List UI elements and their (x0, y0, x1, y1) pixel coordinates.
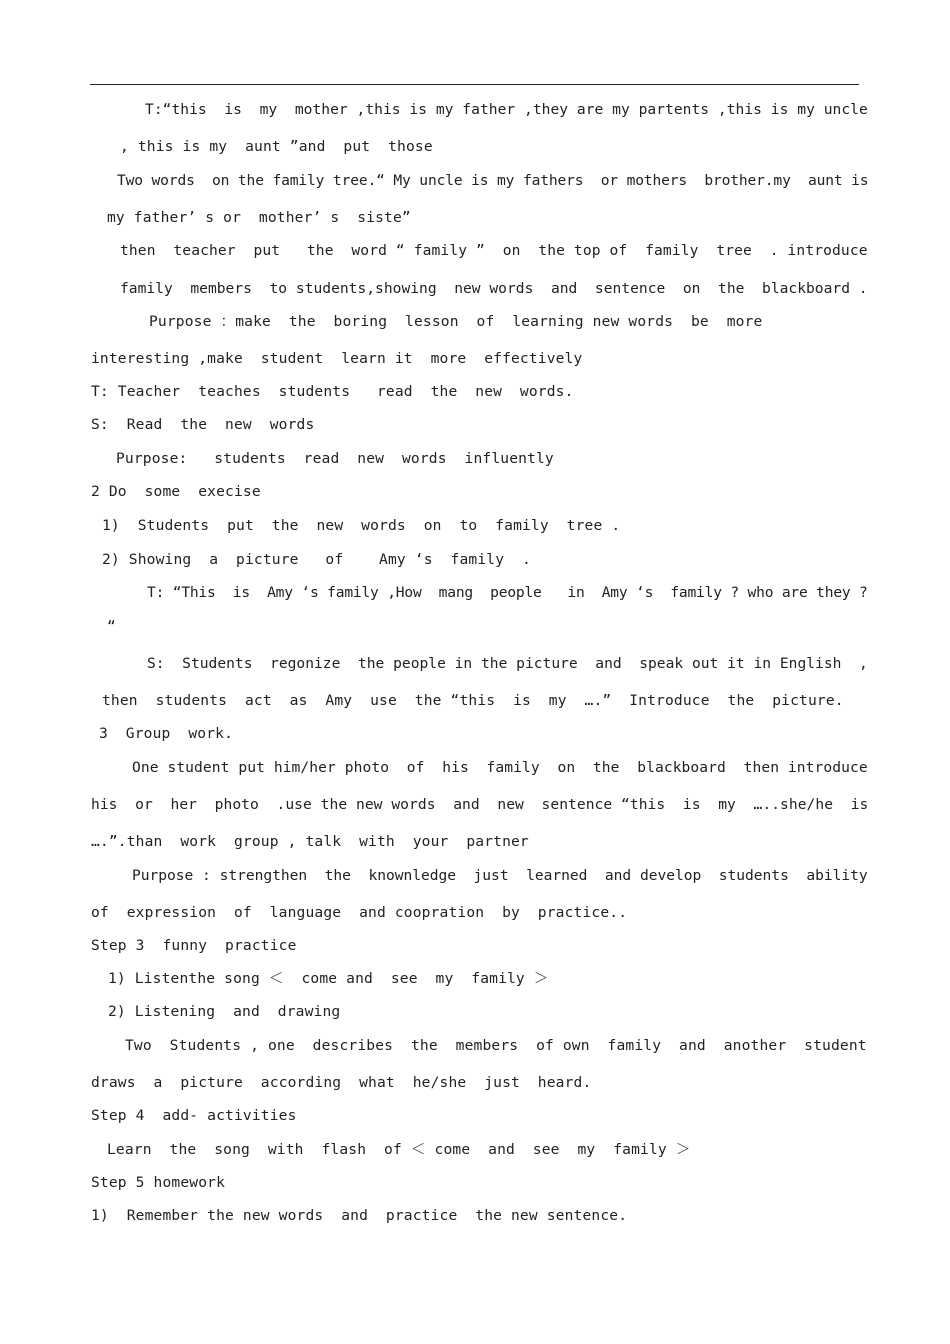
text-line: 3 Group work. (99, 725, 234, 742)
text-line: “ (107, 618, 116, 635)
text-line: , this is my aunt ”and put those (120, 138, 433, 155)
text-line: 1) Students put the new words on to family tree . (102, 517, 621, 534)
text-line: ….”.than work group , talk with your partner (91, 833, 529, 850)
text-line: Purpose : strengthen the knownledge just learned and develop students ability (132, 867, 868, 884)
text-line: Step 3 funny practice (91, 937, 297, 954)
text-line: then students act as Amy use the “this is my ….” Introduce the picture. (102, 692, 844, 709)
text-line: 2 Do some execise (91, 483, 261, 500)
text-line: then teacher put the word “ family ” on the top of family tree . introduce (120, 242, 868, 259)
text-line: 2) Showing a picture of Amy ‘s family . (102, 551, 531, 568)
text-line: Step 4 add- activities (91, 1107, 297, 1124)
text-line: his or her photo .use the new words and new sentence “this is my …..she/he is (91, 796, 869, 813)
text-line: my father’ s or mother’ s siste” (107, 209, 411, 226)
text-line: family members to students,showing new words and sentence on the blackboard . (120, 280, 868, 297)
text-line: of expression of language and coopration by practice.. (91, 904, 628, 921)
text-line: 1) Listenthe song ＜ come and see my family ＞ (108, 970, 549, 987)
text-line: S: Students regonize the people in the picture and speak out it in English , (147, 655, 868, 672)
text-line: Two words on the family tree.“ My uncle is my fathers or mothers brother.my aunt is (117, 172, 869, 189)
text-line: Purpose: students read new words influently (116, 450, 554, 467)
text-line: draws a picture according what he/she just heard. (91, 1074, 592, 1091)
text-line: Step 5 homework (91, 1174, 226, 1191)
text-line: One student put him/her photo of his family on the blackboard then introduce (132, 759, 868, 776)
text-line: 2) Listening and drawing (108, 1003, 341, 1020)
text-line: 1) Remember the new words and practice the new sentence. (91, 1207, 628, 1224)
header-rule (90, 84, 859, 85)
text-line: interesting ,make student learn it more effectively (91, 350, 583, 367)
text-line: Purpose ：make the boring lesson of learning new words be more (149, 313, 763, 330)
text-line: S: Read the new words (91, 416, 315, 433)
text-line: T: Teacher teaches students read the new words. (91, 383, 574, 400)
text-line: Learn the song with flash of ＜ come and see my family ＞ (107, 1141, 691, 1158)
text-line: Two Students , one describes the members of own family and another student (125, 1037, 867, 1054)
text-line: T: “This is Amy ‘s family ,How mang people in Amy ‘s family ? who are they ? (147, 584, 868, 601)
text-line: T:“this is my mother ,this is my father ,they are my partents ,this is my uncle (145, 101, 868, 118)
